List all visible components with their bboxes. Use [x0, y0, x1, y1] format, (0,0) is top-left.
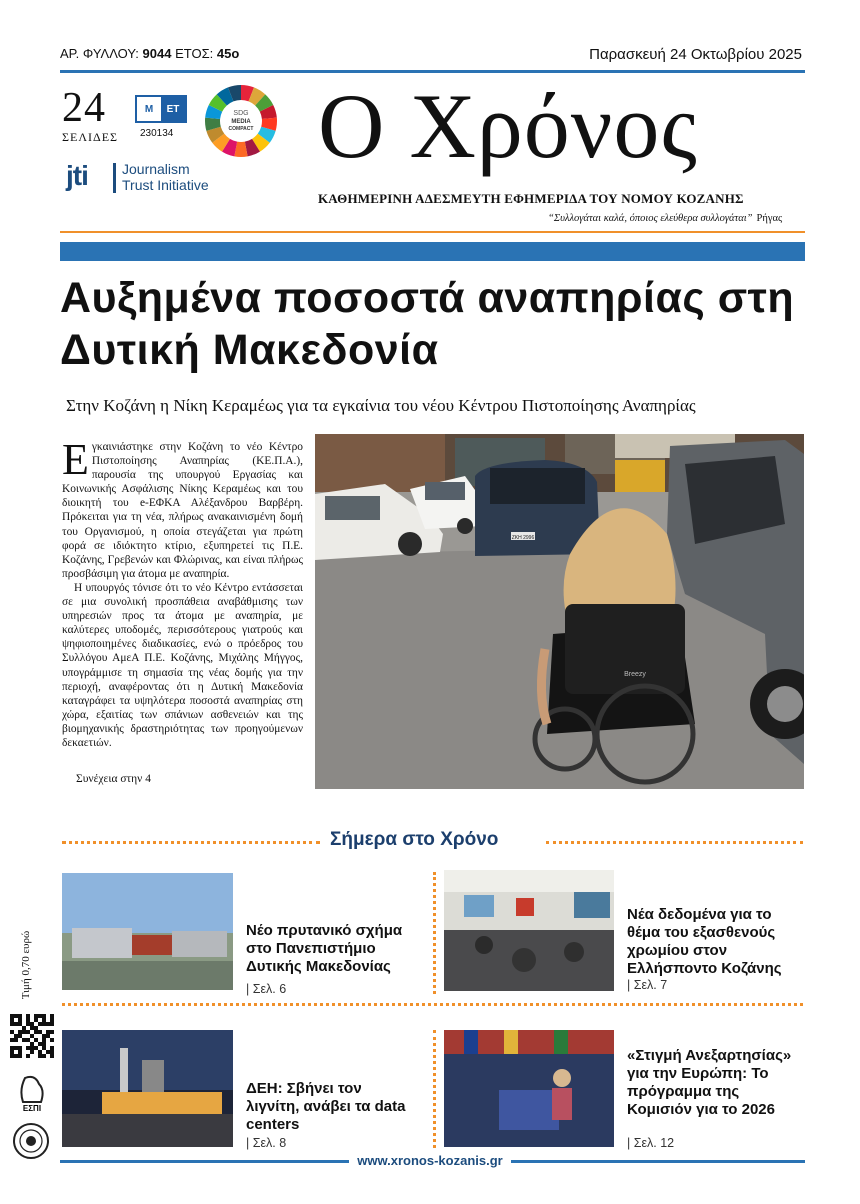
newspaper-title: Ο Χρόνος	[318, 75, 698, 177]
masthead-quote	[548, 213, 782, 224]
jti-divider	[113, 163, 116, 193]
qr-cell	[38, 1042, 42, 1046]
lead-body	[62, 435, 303, 750]
teaser-1-title[interactable]: Νέο πρυτανικό σχήμα στο Πανεπιστήμιο Δυτικής Μακεδονίας	[246, 922, 403, 975]
section-dots-left	[62, 841, 320, 844]
qr-cell	[42, 1038, 46, 1042]
today-section-title: Σήμερα στο Χρόνο	[330, 829, 499, 850]
sdg-text-2: MEDIA	[231, 119, 251, 125]
qr-cell	[10, 1018, 14, 1022]
sdg-text-1: SDG	[233, 110, 249, 117]
qr-cell	[10, 1050, 14, 1054]
qr-cell	[14, 1054, 18, 1058]
qr-cell	[26, 1054, 30, 1058]
qr-cell	[50, 1018, 54, 1022]
qr-cell	[42, 1046, 46, 1050]
lead-headline[interactable]: Αυξημένα ποσοστά αναπηρίας στη Δυτική Μακεδονία	[60, 274, 795, 374]
qr-cell	[38, 1022, 42, 1026]
teaser-3-page: | Σελ. 8	[246, 1136, 287, 1150]
qr-cell	[10, 1022, 14, 1026]
qr-cell	[14, 1022, 18, 1026]
footer-url-text[interactable]: www.xronos-kozanis.gr	[349, 1153, 510, 1168]
teaser-divider-top	[433, 872, 436, 994]
teaser-1-photo-university[interactable]	[62, 873, 233, 990]
qr-cell	[30, 1042, 34, 1046]
qr-cell	[30, 1046, 34, 1050]
espi-label: ΕΣΠΙ	[22, 1104, 42, 1113]
teaser-3-title[interactable]: ΔΕΗ: Σβήνει τον λιγνίτη, ανάβει τα data centers	[246, 1080, 406, 1133]
qr-cell	[26, 1018, 30, 1022]
teaser-2-title[interactable]: Νέα δεδομένα για το θέμα του εξασθενούς χρωμίου στον Ελλήσποντο Κοζάνης	[627, 906, 782, 977]
newspaper-subtitle: ΚΑΘΗΜΕΡΙΝΗ ΑΔΕΣΜΕΥΤΗ ΕΦΗΜΕΡΙΔΑ ΤΟΥ ΝΟΜΟΥ ΚΟΖΑΝΗΣ	[318, 191, 744, 206]
met-number: 230134	[140, 128, 174, 139]
price-label: Τιμή 0,70 ευρώ	[20, 930, 32, 1000]
teaser-row-divider	[62, 1003, 803, 1006]
jti-text	[122, 161, 209, 193]
espi-logo	[15, 1074, 49, 1114]
quote-text: “Συλλογάται καλά, όποιος ελεύθερα συλλογάται”	[548, 213, 753, 224]
lead-paragraph-1	[62, 435, 303, 581]
qr-cell	[18, 1030, 22, 1034]
teaser-divider-bottom	[433, 1030, 436, 1148]
year-label: ΕΤΟΣ:	[175, 46, 214, 61]
issue-info	[60, 46, 239, 61]
qr-cell	[42, 1054, 46, 1058]
lead-deck: Στην Κοζάνη η Νίκη Κεραμέως για τα εγκαίνια του νέου Κέντρου Πιστοποίησης Αναπηρίας	[66, 396, 696, 415]
qr-cell	[14, 1046, 18, 1050]
qr-cell	[18, 1022, 22, 1026]
qr-cell	[42, 1034, 46, 1038]
quote-author: Ρήγας	[756, 213, 783, 224]
qr-cell	[26, 1014, 30, 1018]
blue-banner-bar	[60, 242, 805, 261]
qr-cell	[10, 1038, 14, 1042]
qr-cell	[34, 1030, 38, 1034]
qr-cell	[50, 1050, 54, 1054]
qr-cell	[18, 1046, 22, 1050]
qr-cell	[10, 1054, 14, 1058]
teaser-4-photo-parliament[interactable]	[444, 1030, 614, 1147]
qr-cell	[38, 1030, 42, 1034]
qr-cell	[50, 1054, 54, 1058]
top-rule	[60, 70, 805, 73]
teaser-4-page: | Σελ. 12	[627, 1136, 675, 1150]
teaser-2-photo-meeting[interactable]	[444, 870, 614, 991]
qr-cell	[18, 1014, 22, 1018]
teaser-4-title[interactable]: «Στιγμή Ανεξαρτησίας» για την Ευρώπη: Το πρόγραμμα της Κομισιόν για το 2026	[627, 1047, 792, 1118]
qr-cell	[22, 1026, 26, 1030]
qr-cell	[10, 1046, 14, 1050]
qr-cell	[46, 1050, 50, 1054]
issue-number: 9044	[142, 46, 172, 61]
qr-cell	[42, 1042, 46, 1046]
qr-cell	[18, 1018, 22, 1022]
qr-cell	[50, 1046, 54, 1050]
qr-cell	[26, 1030, 30, 1034]
qr-cell	[42, 1014, 46, 1018]
qr-cell	[10, 1030, 14, 1034]
masthead-rule	[60, 231, 805, 233]
qr-cell	[26, 1046, 30, 1050]
qr-cell	[26, 1038, 30, 1042]
qr-cell	[50, 1030, 54, 1034]
qr-cell	[34, 1014, 38, 1018]
met-logo	[135, 95, 187, 123]
qr-cell	[46, 1022, 50, 1026]
jti-line-2: Trust Initiative	[122, 177, 209, 193]
qr-cell	[34, 1018, 38, 1022]
qr-cell	[14, 1034, 18, 1038]
issue-label: ΑΡ. ΦΥΛΛΟΥ:	[60, 46, 139, 61]
qr-cell	[18, 1034, 22, 1038]
qr-cell	[34, 1046, 38, 1050]
jti-logo: jti	[66, 160, 88, 191]
qr-cell	[30, 1022, 34, 1026]
sdg-media-compact-logo	[204, 84, 278, 158]
qr-cell	[46, 1030, 50, 1034]
met-logo-left: M	[137, 97, 161, 121]
qr-cell	[38, 1050, 42, 1054]
year-number: 45ο	[216, 46, 240, 61]
qr-cell	[14, 1038, 18, 1042]
qr-cell	[22, 1038, 26, 1042]
continued-link[interactable]: Συνέχεια στην 4	[76, 773, 152, 785]
qr-cell	[30, 1034, 34, 1038]
qr-cell	[42, 1018, 46, 1022]
qr-cell	[34, 1026, 38, 1030]
section-dots-right	[546, 841, 803, 844]
lead-paragraph-1-text: γκαινιάστηκε στην Κοζάνη το νέο Κέντρο Πιστοποίησης Αναπηρίας (ΚΕ.Π.Α.), παρουσία της υπουργού Εργασίας και Κοινωνικής Ασφάλισης Νίκης Κεραμέως και του διοικητή του e-ΕΦΚΑ Αλέξανδρου Βαρβέρη. Πρόκειται για τη νέα, πλήρως ανακαινισμένη δομή του Οργανισμού, η οποία στεγάζεται για πρώτη φορά σε ιδιόκτητο κτίριο, εξυπηρετεί τις Π.Ε. Κοζάνης, Γρεβενών και Φλώρινας, και είναι πλήρως προσβάσιμη για άτομα με αναπηρία.	[62, 441, 303, 580]
qr-cell	[42, 1022, 46, 1026]
lead-paragraph-2: Η υπουργός τόνισε ότι το νέο Κέντρο εντάσσεται σε μια συνολική προσπάθεια αναβάθμισης των υπηρεσιών προς τα άτομα με αναπηρία, με καλύτερες υποδομές, περισσότερους γιατρούς και ψηφιοποιημένες διαδικασίες, ενώ ο πρόεδρος του Συλλόγου ΑμεΑ Π.Ε. Κοζάνης, Μιχάλης Μήγγος, υπογράμμισε τη σημασία της νέας δομής για την περιοχή, αναφέροντας ότι η Δυτική Μακεδονία καταγράφει τα υψηλότερα ποσοστά αναπηρίας στη χώρα, εξαιτίας των σπάνιων ασθενειών και της βιομηχανικής δραστηριότητας των προηγούμενων δεκαετιών.	[62, 581, 303, 749]
qr-cell	[38, 1014, 42, 1018]
teaser-3-photo-power-plant[interactable]	[62, 1030, 233, 1147]
teaser-2-page: | Σελ. 7	[627, 978, 668, 992]
qr-cell	[22, 1030, 26, 1034]
qr-cell	[30, 1026, 34, 1030]
met-logo-right: ET	[161, 97, 185, 121]
qr-cell	[18, 1050, 22, 1054]
qr-cell	[30, 1050, 34, 1054]
qr-cell	[26, 1022, 30, 1026]
qr-code-icon[interactable]	[10, 1014, 54, 1058]
issue-date: Παρασκευή 24 Οκτωβρίου 2025	[589, 46, 802, 63]
pages-count: 24	[62, 85, 106, 131]
qr-cell	[34, 1038, 38, 1042]
qr-cell	[10, 1014, 14, 1018]
qr-cell	[50, 1038, 54, 1042]
footer-website[interactable]	[0, 1153, 860, 1168]
wheelchair-brand-text: Breezy	[624, 671, 646, 678]
qr-cell	[50, 1022, 54, 1026]
sdg-text-3: COMPACT	[228, 126, 254, 132]
teaser-1-page: | Σελ. 6	[246, 982, 287, 996]
qr-cell	[50, 1014, 54, 1018]
qr-cell	[14, 1014, 18, 1018]
qr-cell	[18, 1054, 22, 1058]
drop-cap: Ε	[62, 435, 89, 484]
pages-label: ΣΕΛΙΔΕΣ	[62, 130, 119, 144]
jti-line-1: Journalism	[122, 161, 190, 177]
qr-cell	[46, 1034, 50, 1038]
lead-photo-wheelchair-street[interactable]	[315, 434, 804, 789]
qr-cell	[38, 1054, 42, 1058]
plate-text: ΖΚΗ 2996	[511, 535, 535, 541]
